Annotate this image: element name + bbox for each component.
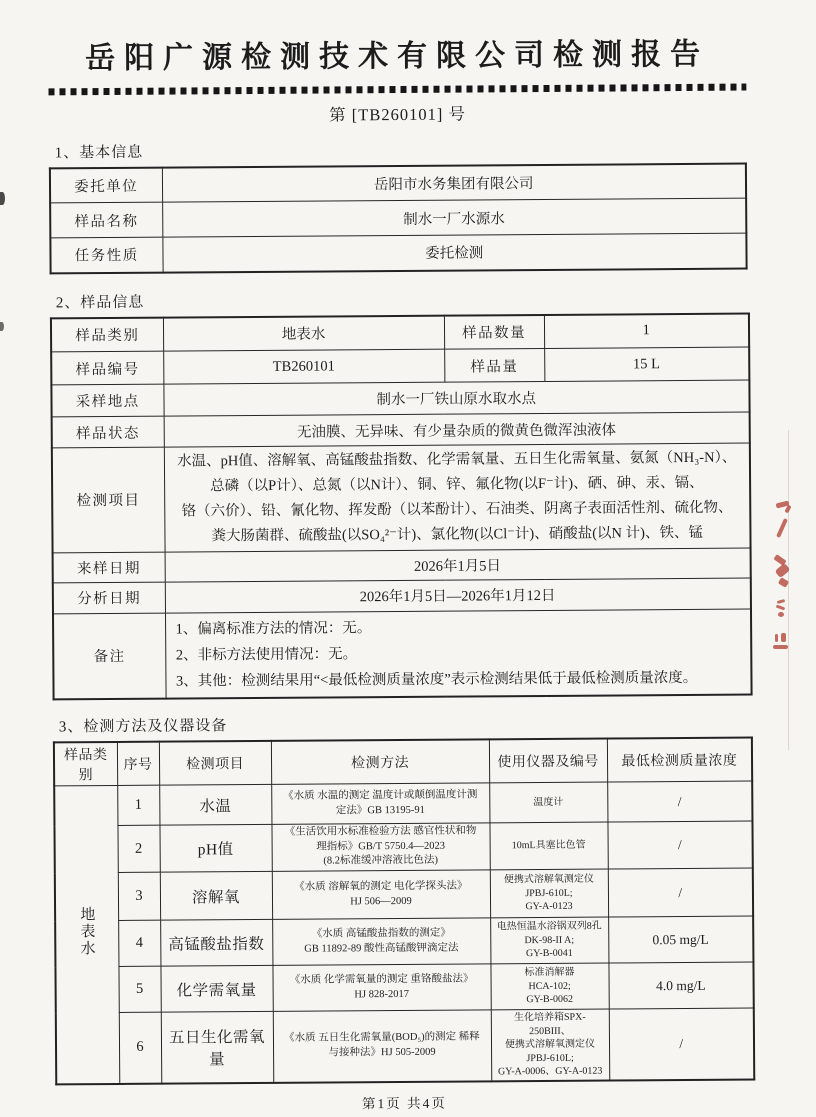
table-row — [55, 868, 753, 921]
field-value: 2026年1月5日 — [165, 548, 751, 582]
methods-instruments-table — [53, 737, 755, 1085]
section-heading-sample-info: 2、样品信息 — [55, 294, 145, 311]
table-row — [50, 198, 746, 238]
column-header: 检测项目 — [159, 741, 271, 785]
column-header: 样品类别 — [54, 742, 117, 786]
test-method: 《水质 化学需氧量的测定 重铬酸盐法》 HJ 828-2017 — [272, 964, 490, 1012]
table-header-row — [54, 738, 752, 786]
test-items-value: 水温、pH值、溶解氧、高锰酸盐指数、化学需氧量、五日生化需氧量、氨氮（NH₃-N）、 总磷（以P计）、总氮（以N计）、铜、锌、氟化物(以F⁻计)、硒、砷、汞、镉、 铬（六价）、铅、氰化物、挥发酚（以苯酚计）、石油类、阴离子表面活性剂、硫化物、 粪大肠菌群、硫酸盐(以SO₄²⁻计)、氯化物(以Cl⁻计)、硝酸盐(以N 计)、铁、锰 — [164, 443, 751, 552]
instrument: 温度计 — [489, 782, 607, 823]
instrument: 生化培养箱SPX-250BIII、 便携式溶解氧测定仪 JPBJ-610L; GY-A-0006、GY-A-0123 — [491, 1009, 609, 1081]
field-value: 无油膜、无异味、有少量杂质的微黄色微浑浊液体 — [164, 412, 750, 447]
instrument: 标准消解器 HCA-102; GY-B-0062 — [490, 963, 608, 1010]
detection-limit: 4.0 mg/L — [608, 962, 753, 1009]
detection-limit: / — [607, 821, 752, 869]
field-value: 委托检测 — [162, 233, 746, 272]
test-item: 水温 — [159, 784, 271, 825]
section-heading-basic-info: 1、基本信息 — [54, 144, 144, 161]
table-row — [53, 609, 752, 700]
row-number: 5 — [118, 966, 160, 1012]
detection-limit: / — [608, 868, 753, 917]
field-value: TB260101 — [163, 349, 444, 384]
table-row — [53, 548, 751, 583]
sample-type-label: 地表水 — [78, 906, 95, 958]
paper-crease — [788, 430, 789, 750]
field-label: 分析日期 — [53, 582, 165, 614]
remarks-value: 1、偏离标准方法的情况：无。 2、非标方法使用情况：无。 3、其他：检测结果用“<最低检测质量浓度”表示检测结果低于最低检测质量浓度。 — [165, 609, 752, 699]
table-row — [50, 233, 746, 273]
test-item: 高锰酸盐指数 — [160, 919, 272, 966]
report-number: 第 [TB260101] 号 — [329, 104, 466, 124]
test-method: 《水质 五日生化需氧量(BOD₅)的测定 稀释 与接种法》HJ 505-2009 — [273, 1010, 491, 1083]
report-title: 岳阳广源检测技术有限公司检测报告 — [85, 37, 710, 76]
seal-fragment — [776, 518, 788, 538]
detection-limit: / — [609, 1008, 754, 1080]
seal-fragment — [773, 645, 788, 649]
table-row — [51, 313, 749, 352]
field-label: 样品量 — [444, 348, 544, 382]
field-value: 岳阳市水务集团有限公司 — [162, 163, 746, 202]
field-label: 样品类别 — [51, 317, 163, 352]
seal-fragment — [776, 605, 785, 611]
table-row — [50, 163, 746, 203]
column-header: 检测方法 — [271, 739, 489, 784]
detection-limit: 0.05 mg/L — [608, 916, 753, 963]
field-value: 地表水 — [163, 315, 444, 351]
detection-limit: / — [607, 781, 752, 822]
sample-info-table — [50, 312, 753, 700]
field-label: 样品状态 — [52, 416, 164, 448]
basic-info-table — [49, 162, 748, 274]
table-row — [54, 821, 752, 873]
field-label: 样品数量 — [444, 314, 544, 349]
row-number: 3 — [118, 872, 160, 920]
test-item: 化学需氧量 — [160, 965, 272, 1012]
test-method: 《水质 水温的测定 温度计或颠倒温度计测 定法》GB 13195-91 — [271, 783, 489, 825]
seal-fragment — [775, 634, 778, 642]
test-item: 溶解氧 — [160, 871, 272, 920]
instrument: 10mL具塞比色管 — [489, 822, 607, 870]
field-value: 制水一厂铁山原水取水点 — [163, 380, 749, 416]
column-header: 使用仪器及编号 — [489, 739, 607, 783]
field-value: 2026年1月5日—2026年1月12日 — [165, 578, 751, 613]
table-row — [51, 347, 749, 385]
field-label: 委托单位 — [50, 167, 162, 203]
field-value: 1 — [544, 313, 749, 348]
seal-fragment — [777, 599, 786, 604]
test-item: 五日生化需氧量 — [161, 1011, 273, 1083]
row-number: 2 — [117, 825, 159, 872]
field-label: 采样地点 — [51, 384, 163, 417]
field-value: 制水一厂水源水 — [162, 198, 746, 237]
row-number: 6 — [119, 1012, 161, 1083]
field-label: 检测项目 — [52, 447, 165, 553]
test-item: pH值 — [159, 824, 271, 872]
test-method: 《生活饮用水标准检验方法 感官性状和物 理指标》GB/T 5750.4—2023 (8.2标准缓冲溶液比色法) — [271, 823, 489, 872]
field-value: 15 L — [544, 347, 749, 381]
scan-smudge — [0, 192, 5, 205]
field-label: 来样日期 — [53, 552, 165, 583]
table-row — [51, 380, 749, 417]
field-label: 备注 — [53, 613, 166, 700]
section-heading-methods: 3、检测方法及仪器设备 — [58, 718, 228, 736]
table-row — [52, 443, 751, 553]
test-method: 《水质 溶解氧的测定 电化学探头法》 HJ 506—2009 — [272, 870, 490, 920]
field-label: 样品编号 — [51, 351, 163, 385]
table-row — [56, 1008, 754, 1084]
scan-smudge — [0, 322, 4, 331]
table-row — [55, 962, 753, 1013]
table-row — [53, 578, 751, 614]
sample-type-cell — [54, 786, 119, 1084]
instrument: 电热恒温水浴锅双列8孔 DK-98-II A; GY-B-0041 — [490, 917, 608, 964]
column-header: 最低检测质量浓度 — [607, 738, 752, 783]
test-method: 《水质 高锰酸盐指数的测定》 GB 11892-89 酸性高锰酸钾滴定法 — [272, 918, 490, 966]
table-row — [54, 781, 752, 826]
table-row — [52, 412, 750, 448]
column-header: 序号 — [117, 742, 159, 786]
row-number: 4 — [118, 920, 160, 966]
seal-fragment — [778, 612, 784, 617]
table-row — [55, 916, 753, 967]
row-number: 1 — [117, 785, 159, 825]
page-number: 第1页 共4页 — [361, 1095, 447, 1111]
dotted-divider — [48, 83, 746, 95]
seal-fragment — [781, 633, 786, 642]
field-label: 任务性质 — [50, 237, 162, 273]
field-label: 样品名称 — [50, 202, 162, 238]
instrument: 便携式溶解氧测定仪 JPBJ-610L; GY-A-0123 — [490, 869, 608, 918]
report-content — [48, 38, 753, 1114]
